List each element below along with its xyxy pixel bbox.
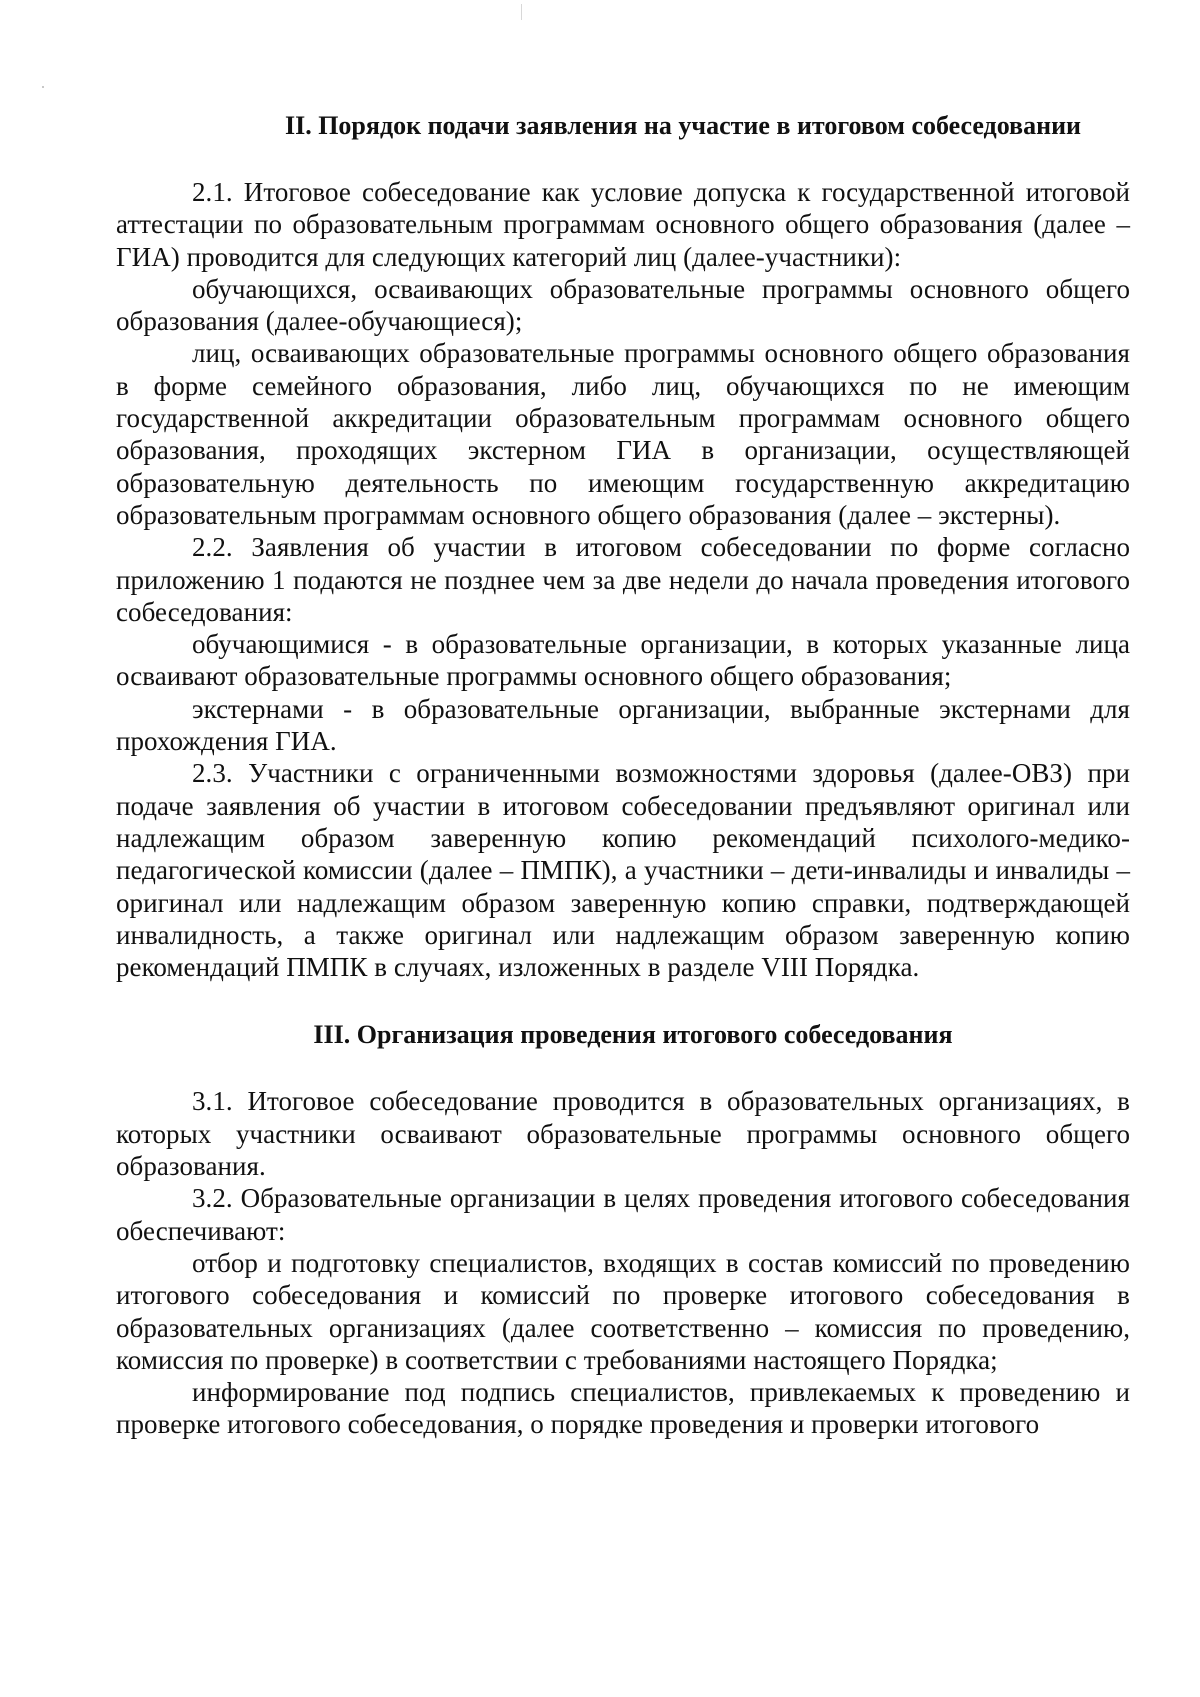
paragraph-externs: лиц, осваивающих образовательные программы основного общего образования в форме семейного образования, либо лиц, обучающихся по не имеющим государственной аккредитации образовательным программам основного общего образования, проходящих экстерном ГИА в организации, осуществляющей образовательную деятельность по имеющим государственную аккредитацию образовательным программам основного общего образования (далее – экстерны). (116, 338, 1130, 530)
paragraph-3-2: 3.2. Образовательные организации в целях проведения итогового собеседования обеспечивают: (116, 1183, 1130, 1246)
section-2-heading: II. Порядок подачи заявления на участие в итоговом собеседовании (284, 111, 1082, 140)
section-3-heading: III. Организация проведения итогового собеседования (313, 1020, 953, 1050)
document-body (116, 110, 1130, 1441)
paragraph-students: обучающихся, осваивающих образовательные программы основного общего образования (далее-обучающиеся); (116, 273, 1130, 337)
paragraph-students-submit: обучающимися - в образовательные организации, в которых указанные лица осваивают образовательные программы основного общего образования; (116, 629, 1130, 692)
paragraph-2-3: 2.3. Участники с ограниченными возможностями здоровья (далее-ОВЗ) при подаче заявления об участии в итоговом собеседовании предъявляют оригинал или надлежащим образом заверенную копию рекомендаций психолого-медико-педагогической комиссии (далее – ПМПК), а участники – дети-инвалиды и инвалиды – оригинал или надлежащим образом заверенную копию справки, подтверждающей инвалидность, а также оригинал или надлежащим образом заверенную копию рекомендаций ПМПК в случаях, изложенных в разделе VIII Порядка. (116, 758, 1130, 983)
paragraph-selection: отбор и подготовку специалистов, входящих в состав комиссий по проведению итогового собеседования и комиссий по проверке итогового собеседования в образовательных организациях (далее соответственно – комиссия по проведению, комиссия по проверке) в соответствии с требованиями настоящего Порядка; (116, 1247, 1130, 1375)
scan-artifact (42, 86, 44, 88)
paragraph-3-1: 3.1. Итоговое собеседование проводится в образовательных организациях, в которых участники осваивают образовательные программы основного общего образования. (116, 1086, 1130, 1182)
paragraph-externs-submit: экстернами - в образовательные организации, выбранные экстернами для прохождения ГИА. (116, 693, 1130, 757)
scan-artifact (521, 4, 522, 20)
paragraph-2-1: 2.1. Итоговое собеседование как условие допуска к государственной итоговой аттестации по образовательным программам основного общего образования (далее – ГИА) проводится для следующих категорий лиц (далее-участники): (116, 177, 1130, 272)
paragraph-2-2: 2.2. Заявления об участии в итоговом собеседовании по форме согласно приложению 1 подаются не позднее чем за две недели до начала проведения итогового собеседования: (116, 532, 1130, 627)
paragraph-informing: информирование под подпись специалистов, привлекаемых к проведению и проверке итогового собеседования, о порядке проведения и проверки итогового (116, 1377, 1130, 1440)
